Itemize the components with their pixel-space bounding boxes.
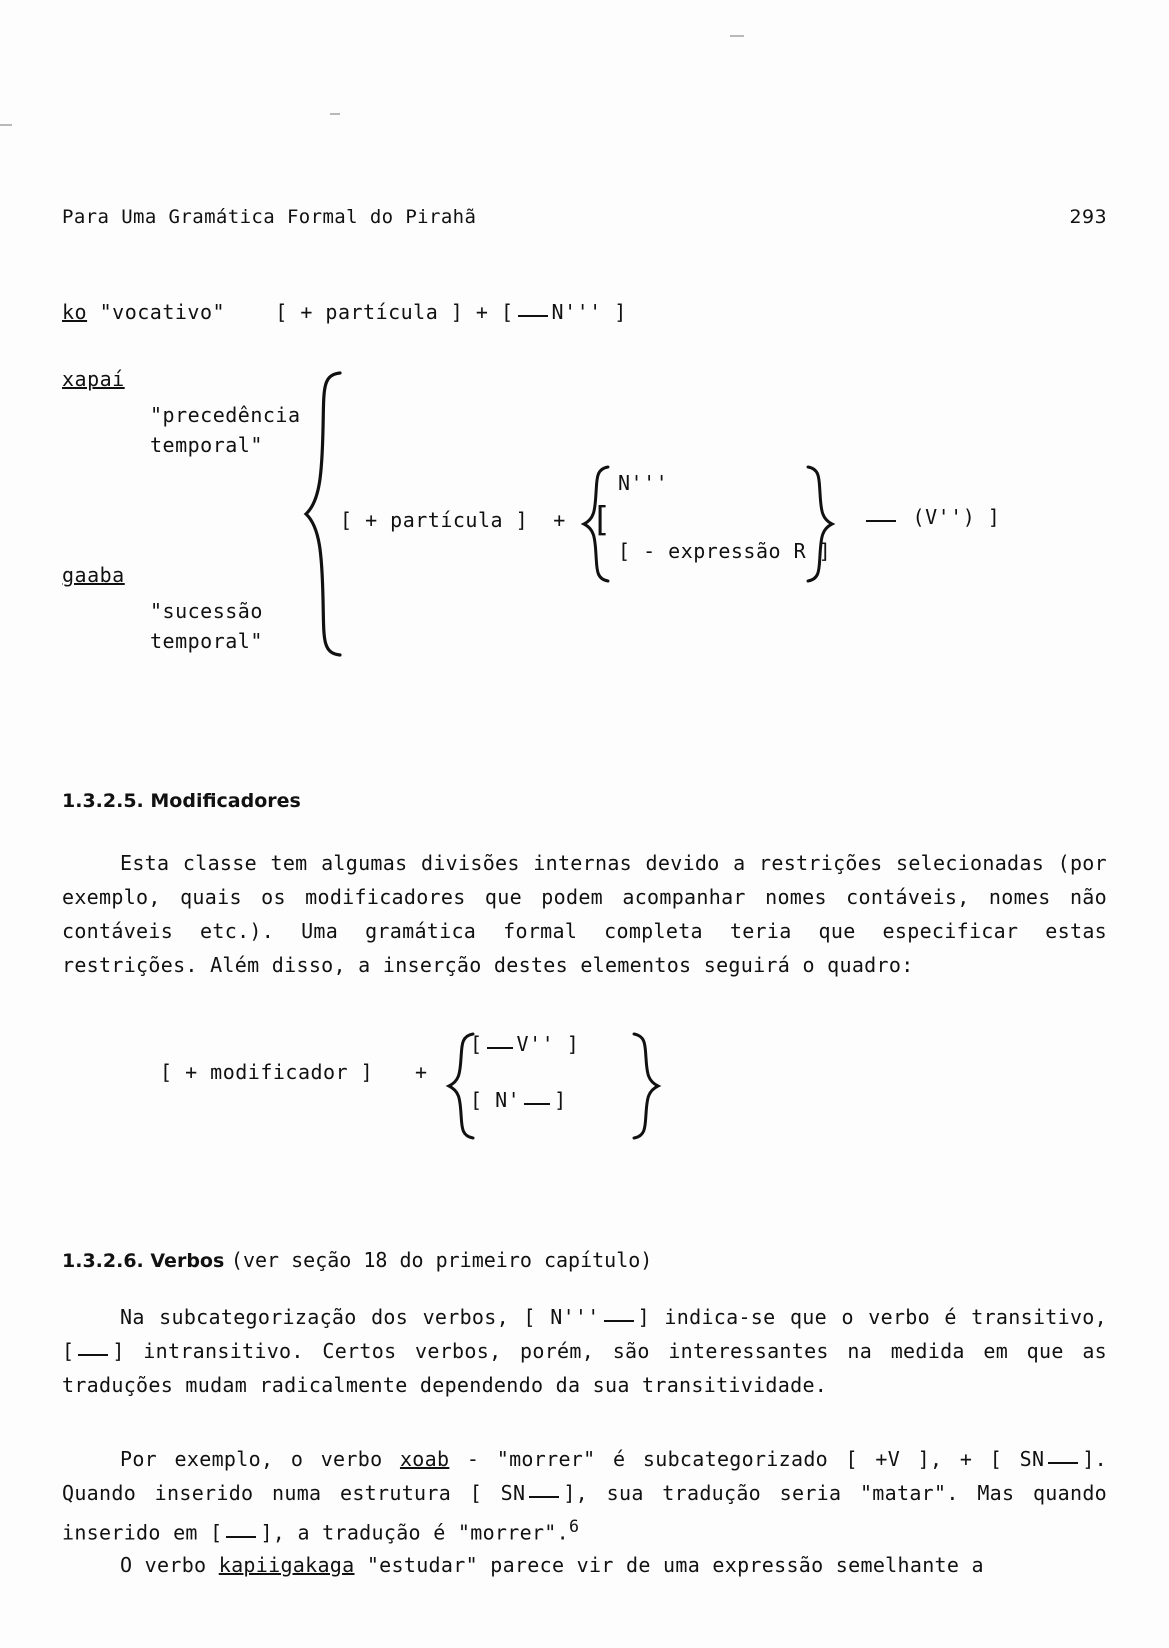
lexeme-kapiigakaga: kapiigakaga <box>218 1553 355 1577</box>
inner-option-expressao: [ - expressão R ] <box>618 539 832 563</box>
paragraph-text-a: Na subcategorização dos verbos, [ N''' <box>120 1305 600 1329</box>
page-number: 293 <box>1069 206 1107 228</box>
gloss-ko: "vocativo" <box>99 300 226 324</box>
option-close-bracket: ] <box>566 1032 580 1056</box>
rule-modificador <box>160 1022 700 1142</box>
scan-artifact <box>0 124 12 126</box>
inline-blank <box>1048 1462 1078 1464</box>
scan-artifact <box>330 113 340 115</box>
feature-modificador: [ + modificador ] <box>160 1060 374 1084</box>
lexeme-gaaba: gaaba <box>62 563 125 587</box>
paragraph-text-c: ] intransitivo. Certos verbos, porém, são interessantes na medida em que as traduções mudam radicalmente dependendo da sua transitividade. <box>62 1339 1107 1397</box>
gloss-sucessao-line1: "sucessão <box>150 599 263 623</box>
frame-blank <box>518 315 548 317</box>
paragraph-text-c: [ SN <box>989 1447 1045 1471</box>
page-header <box>62 206 1107 228</box>
paragraph-text-d: ]. Quando inserido numa estrutura [ SN <box>62 1447 1107 1505</box>
paragraph-text-a: O verbo <box>120 1553 207 1577</box>
rule-tail <box>862 505 1000 529</box>
section-number: 1.3.2.5. <box>62 790 144 812</box>
plus-sign: + <box>475 300 489 324</box>
rule-temporal-particles <box>62 363 1042 673</box>
plus-sign: + <box>553 508 566 532</box>
scan-artifact <box>730 35 744 37</box>
option-open-bracket: [ N' <box>470 1088 521 1112</box>
paragraph-text-b: - "morrer" é subcategorizado [ +V ], + <box>466 1447 973 1471</box>
plus-sign: + <box>415 1060 428 1084</box>
paragraph-text-b: ] indica-se que o verbo é transitivo, [ <box>62 1305 1107 1363</box>
feature-particula: [ + partícula ] <box>275 300 464 324</box>
lexeme-xoab: xoab <box>399 1447 450 1471</box>
rule-ko <box>62 300 627 324</box>
running-title: Para Uma Gramática Formal do Pirahã <box>62 206 477 228</box>
feature-particula-mid <box>340 500 612 540</box>
section-heading-verbos <box>62 1248 652 1272</box>
brace-mod-right <box>628 1030 662 1142</box>
feature-text: [ + partícula ] <box>340 508 529 532</box>
footnote-marker: 6 <box>568 1517 580 1536</box>
section-title: Modificadores <box>150 790 301 812</box>
mod-option-v <box>470 1032 579 1056</box>
paragraph-text-a: Por exemplo, o verbo <box>120 1447 383 1471</box>
section-number: 1.3.2.6. <box>62 1250 144 1272</box>
option-label: V'' <box>516 1032 555 1056</box>
paragraph-text-f: ], a tradução é "morrer". <box>260 1520 569 1545</box>
frame-label: N''' <box>551 300 602 324</box>
lexeme-ko: ko <box>62 300 88 324</box>
option-open-bracket: [ <box>470 1032 483 1056</box>
outer-open-bracket: [ <box>590 500 612 540</box>
gloss-precedencia-line2: temporal" <box>150 433 263 457</box>
paragraph-text-e: ], sua tradução seria "matar". Mas quando inserido em [ <box>62 1481 1108 1545</box>
mod-option-n <box>470 1088 567 1112</box>
tail-text: (V'') ] <box>912 505 1001 529</box>
frame-open-bracket: [ <box>501 300 514 324</box>
option-blank <box>487 1047 513 1049</box>
inline-blank <box>226 1536 256 1538</box>
paragraph-verbos-3 <box>62 1548 1107 1582</box>
section-title: Verbos <box>150 1250 225 1272</box>
option-close-bracket: ] <box>554 1088 567 1112</box>
inline-blank <box>529 1496 559 1498</box>
frame-close-bracket: ] <box>614 300 627 324</box>
paragraph-text-b: "estudar" parece vir de uma expressão semelhante a <box>366 1553 984 1577</box>
option-blank <box>524 1103 550 1105</box>
inline-blank <box>78 1354 108 1356</box>
lexeme-xapai: xapaí <box>62 367 125 391</box>
paragraph-text: Esta classe tem algumas divisões internas devido a restrições selecionadas (por exemplo, quais os modificadores que podem acompanhar nomes contáveis, nomes não contáveis etc.). Uma gramática formal completa teria que especificar estas restrições. Além disso, a inserção destes elementos seguirá o quadro: <box>62 851 1107 977</box>
section-heading-modificadores <box>62 790 301 812</box>
inline-blank <box>604 1320 634 1322</box>
paragraph-verbos-2 <box>62 1442 1107 1550</box>
section-subtitle: (ver seção 18 do primeiro capítulo) <box>230 1248 653 1272</box>
gloss-precedencia-line1: "precedência <box>150 403 301 427</box>
gloss-sucessao-line2: temporal" <box>150 629 263 653</box>
brace-inner-left <box>580 463 614 585</box>
tail-blank <box>866 520 896 522</box>
inner-option-n: N''' <box>618 471 669 495</box>
paragraph-modificadores <box>62 846 1107 982</box>
paragraph-verbos-1 <box>62 1300 1107 1402</box>
brace-inner-right <box>802 463 836 585</box>
